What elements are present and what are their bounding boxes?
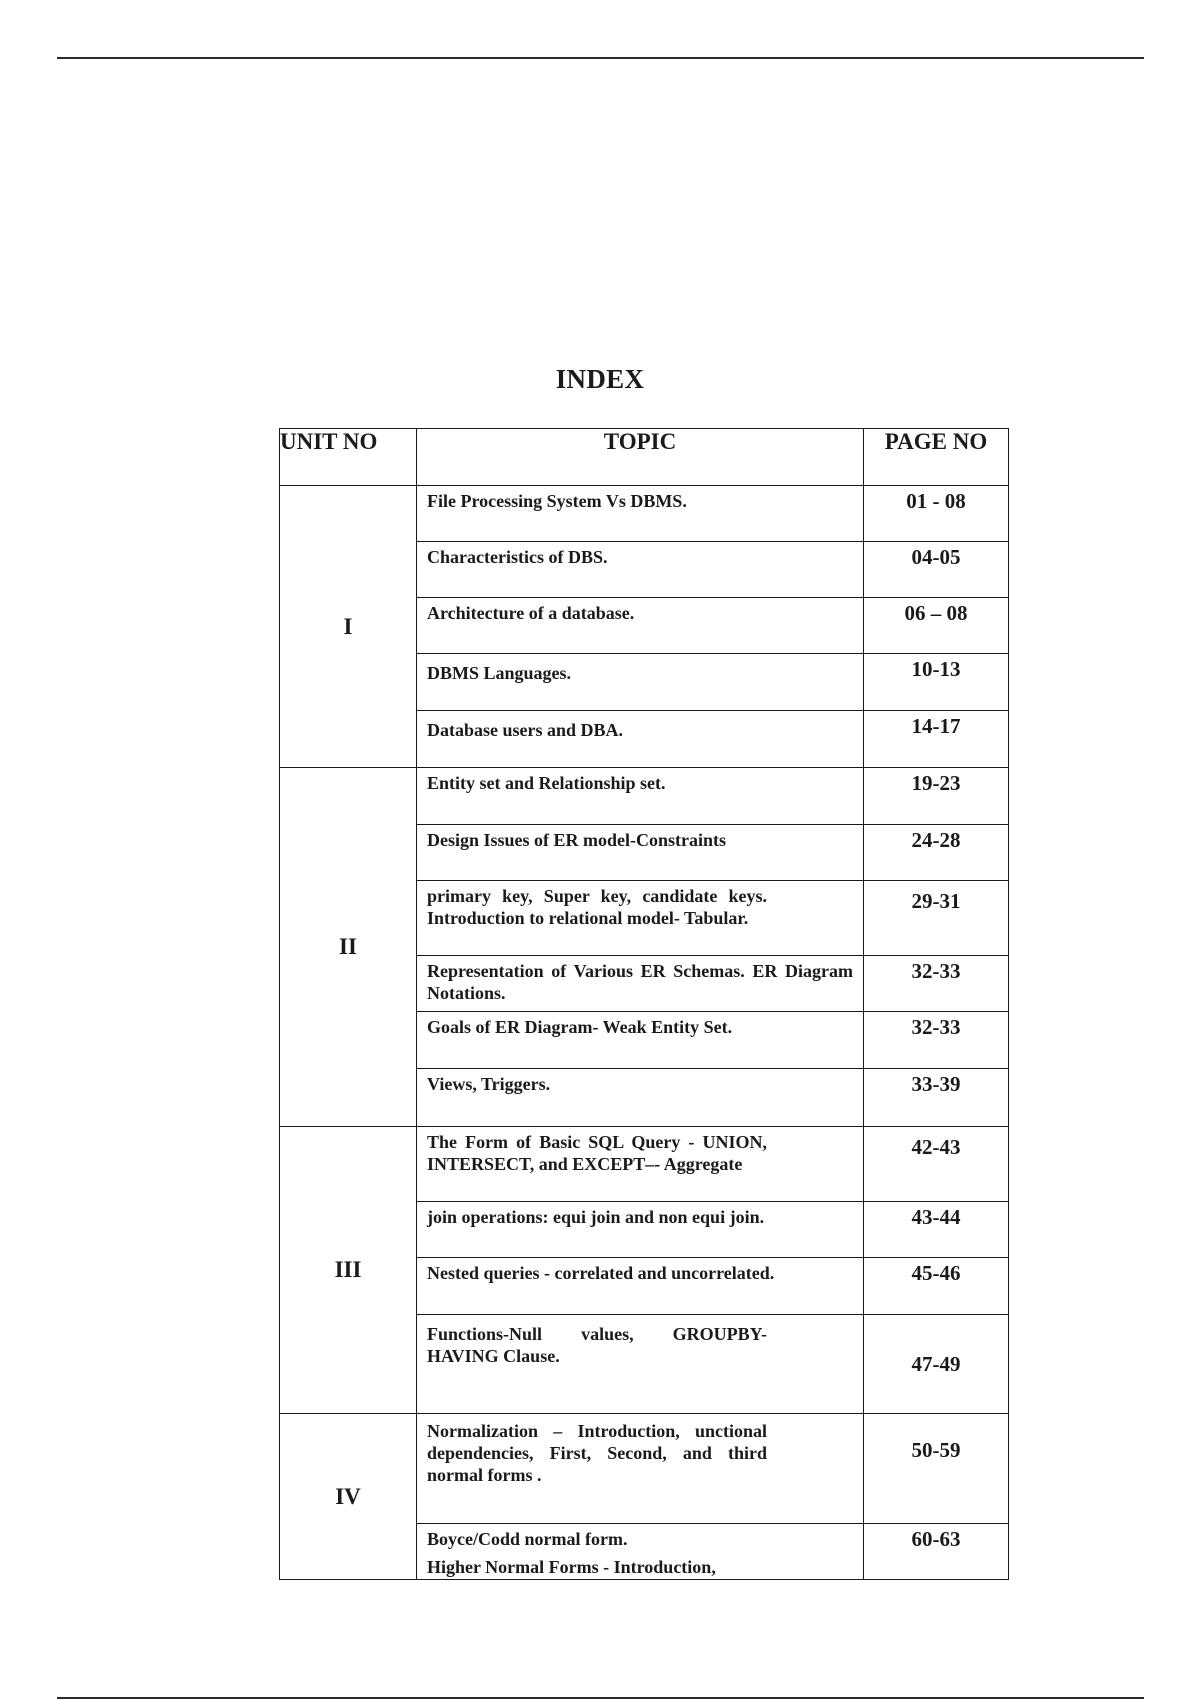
table-row	[280, 1414, 1009, 1524]
page-title: INDEX	[555, 364, 645, 394]
unit-cell: II	[280, 768, 417, 1127]
table-row	[280, 768, 1009, 825]
topic-text: DBMS Languages.	[427, 663, 572, 683]
topic-cell	[417, 881, 864, 956]
page-cell: 32-33	[864, 1012, 1009, 1069]
page-cell: 14-17	[864, 711, 1009, 768]
header-page-no: PAGE NO	[864, 429, 1009, 486]
topic-cell	[417, 486, 864, 542]
topic-text: Normalization – Introduction, unctional dependencies, First, Second, and third normal forms .	[427, 1421, 767, 1485]
page-cell: 01 - 08	[864, 486, 1009, 542]
page-cell: 60-63	[864, 1524, 1009, 1580]
topic-cell	[417, 654, 864, 711]
topic-text: Characteristics of DBS.	[427, 547, 608, 567]
page-cell: 24-28	[864, 825, 1009, 881]
topic-cell	[417, 1012, 864, 1069]
topic-text: File Processing System Vs DBMS.	[427, 491, 687, 511]
unit-cell: I	[280, 486, 417, 768]
unit-cell: IV	[280, 1414, 417, 1580]
footer-rule	[57, 1697, 1144, 1699]
page-cell: 47-49	[864, 1315, 1009, 1414]
topic-text-continued: Higher Normal Forms - Introduction,	[427, 1557, 716, 1577]
topic-cell	[417, 956, 864, 1012]
page-cell: 10-13	[864, 654, 1009, 711]
header-unit-no: UNIT NO	[280, 429, 417, 486]
page-cell: 04-05	[864, 542, 1009, 598]
page-cell: 06 – 08	[864, 598, 1009, 654]
page-cell: 42-43	[864, 1127, 1009, 1202]
topic-text: Entity set and Relationship set.	[427, 773, 666, 793]
page-cell: 45-46	[864, 1258, 1009, 1315]
topic-text: The Form of Basic SQL Query - UNION, INTERSECT, and EXCEPT–- Aggregate	[427, 1132, 767, 1174]
topic-cell	[417, 542, 864, 598]
topic-text: join operations: equi join and non equi join.	[427, 1207, 765, 1227]
topic-cell	[417, 825, 864, 881]
page-cell: 29-31	[864, 881, 1009, 956]
unit-cell: III	[280, 1127, 417, 1414]
topic-text: Boyce/Codd normal form.	[427, 1529, 628, 1549]
topic-text: primary key, Super key, candidate keys. Introduction to relational model- Tabular.	[427, 886, 767, 928]
topic-text: Design Issues of ER model-Constraints	[427, 830, 727, 850]
header-rule	[57, 57, 1144, 59]
page-cell: 50-59	[864, 1414, 1009, 1524]
header-topic: TOPIC	[417, 429, 864, 486]
topic-cell	[417, 1414, 864, 1524]
index-table	[279, 428, 1009, 1580]
topic-cell	[417, 1258, 864, 1315]
topic-cell	[417, 1315, 864, 1414]
table-header-row	[280, 429, 1009, 486]
table-row	[280, 1127, 1009, 1202]
page-cell: 32-33	[864, 956, 1009, 1012]
topic-text: Database users and DBA.	[427, 720, 624, 740]
page-cell: 43-44	[864, 1202, 1009, 1258]
topic-text: Views, Triggers.	[427, 1074, 551, 1094]
table-row	[280, 486, 1009, 542]
topic-cell	[417, 598, 864, 654]
topic-cell	[417, 711, 864, 768]
topic-cell	[417, 1202, 864, 1258]
page-cell: 19-23	[864, 768, 1009, 825]
topic-cell	[417, 768, 864, 825]
topic-cell	[417, 1069, 864, 1127]
topic-text: Representation of Various ER Schemas. ER Diagram Notations.	[427, 961, 853, 1003]
page-cell: 33-39	[864, 1069, 1009, 1127]
topic-cell	[417, 1524, 864, 1580]
topic-text: Goals of ER Diagram- Weak Entity Set.	[427, 1017, 733, 1037]
topic-text: Functions-Null values, GROUPBY- HAVING Clause.	[427, 1324, 767, 1366]
topic-text: Nested queries - correlated and uncorrelated.	[427, 1263, 775, 1283]
topic-cell	[417, 1127, 864, 1202]
topic-text: Architecture of a database.	[427, 603, 635, 623]
